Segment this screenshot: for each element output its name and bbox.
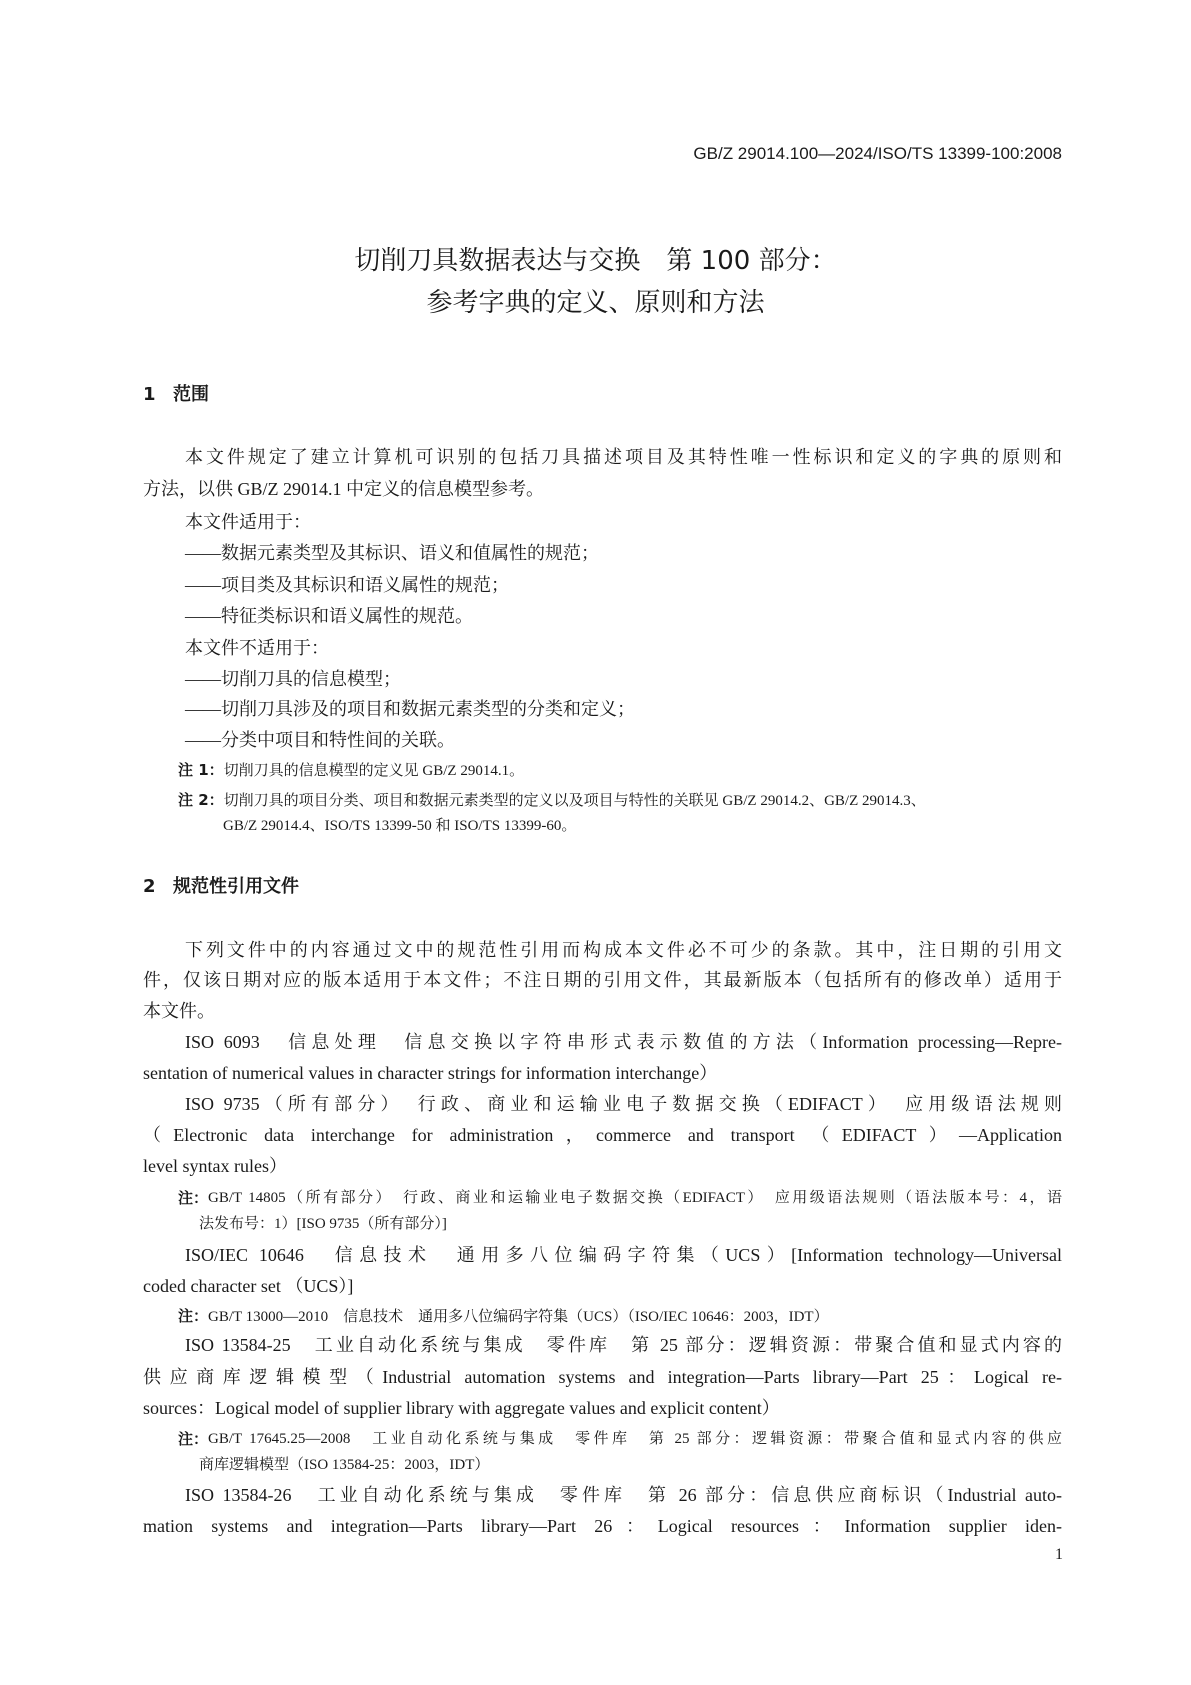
- note-1: [178, 759, 524, 782]
- list-item: ——特征类标识和语义属性的规范。: [185, 606, 473, 626]
- list-item: ——分类中项目和特性间的关联。: [185, 730, 455, 750]
- section-title: 规范性引用文件: [173, 876, 299, 897]
- reference-iso-13584-25: ISO 13584-25 工业自动化系统与集成 零件库 第 25 部分：逻辑资源：带聚合值和显式内容的: [185, 1335, 1062, 1355]
- page-number: 1: [1055, 1546, 1063, 1563]
- paragraph-line: 本文件。: [143, 1001, 215, 1021]
- document-title-line-1: 切削刀具数据表达与交换 第 100 部分：: [354, 246, 837, 276]
- section-number: 1: [143, 384, 156, 405]
- note-text: 商库逻辑模型（ISO 13584-25：2003，IDT）: [199, 1457, 490, 1473]
- note-label: 注 2：: [178, 791, 224, 809]
- note-text: GB/T 13000—2010 信息技术 通用多八位编码字符集（UCS）（ISO/IEC 10646：2003，IDT）: [208, 1309, 829, 1325]
- paragraph-line: 下列文件中的内容通过文中的规范性引用而构成本文件必不可少的条款。其中，注日期的引用文: [185, 940, 1062, 960]
- note-text: 切削刀具的信息模型的定义见 GB/Z 29014.1。: [223, 763, 525, 779]
- note-text: GB/T 17645.25—2008 工业自动化系统与集成 零件库 第 25 部分：逻辑资源：带聚合值和显式内容的供应: [208, 1431, 1062, 1447]
- reference-note: [178, 1187, 1062, 1209]
- paragraph-line: 本文件不适用于：: [185, 638, 329, 658]
- note-label: 注：: [178, 1430, 209, 1448]
- note-text: GB/T 14805（所有部分） 行政、商业和运输业电子数据交换（EDIFACT） 应用级语法规则（语法版本号：4，语: [208, 1190, 1062, 1206]
- paragraph-line: 本文件适用于：: [185, 512, 311, 532]
- list-item: ——切削刀具的信息模型；: [185, 669, 401, 689]
- note-text: 切削刀具的项目分类、项目和数据元素类型的定义以及项目与特性的关联见 GB/Z 29014.2、GB/Z 29014.3、: [223, 793, 926, 809]
- section-number: 2: [143, 876, 156, 897]
- note-text: 法发布号：1）[ISO 9735（所有部分）]: [199, 1216, 447, 1232]
- reference-iso-iec-10646: ISO/IEC 10646 信息技术 通用多八位编码字符集（UCS）[Information technology—Universal: [185, 1245, 1062, 1265]
- reference-iso-9735: ISO 9735（所有部分） 行政、商业和运输业电子数据交换（EDIFACT） 应用级语法规则: [185, 1094, 1062, 1114]
- paragraph-line: 方法，以供 GB/Z 29014.1 中定义的信息模型参考。: [143, 479, 544, 499]
- section-heading-scope: [143, 384, 209, 406]
- note-text: GB/Z 29014.4、ISO/TS 13399-50 和 ISO/TS 13399-60。: [223, 818, 577, 834]
- note-2: [178, 789, 926, 812]
- reference-line: sentation of numerical values in character strings for information interchange）: [143, 1063, 718, 1083]
- document-code-header: GB/Z 29014.100—2024/ISO/TS 13399-100:2008: [693, 144, 1062, 163]
- note-label: 注：: [178, 1307, 209, 1325]
- note-label: 注：: [178, 1189, 209, 1207]
- reference-note: [178, 1428, 1062, 1450]
- reference-iso-6093: ISO 6093 信息处理 信息交换以字符串形式表示数值的方法（Information processing—Repre-: [185, 1032, 1062, 1052]
- reference-line: mation systems and integration—Parts library—Part 26：Logical resources：Information supplier iden-: [143, 1516, 1062, 1536]
- reference-note: [178, 1305, 829, 1328]
- reference-line: level syntax rules）: [143, 1156, 287, 1176]
- list-item: ——切削刀具涉及的项目和数据元素类型的分类和定义；: [185, 699, 635, 719]
- reference-line: 供应商库逻辑模型（Industrial automation systems and integration—Parts library—Part 25：Logical re-: [143, 1367, 1062, 1387]
- paragraph-line: 件，仅该日期对应的版本适用于本文件；不注日期的引用文件，其最新版本（包括所有的修改单）适用于: [143, 970, 1062, 990]
- document-title-line-2: 参考字典的定义、原则和方法: [426, 288, 765, 318]
- list-item: ——项目类及其标识和语义属性的规范；: [185, 575, 509, 595]
- reference-iso-13584-26: ISO 13584-26 工业自动化系统与集成 零件库 第 26 部分：信息供应商标识（Industrial auto-: [185, 1485, 1062, 1505]
- section-title: 范围: [173, 384, 209, 405]
- reference-line: （Electronic data interchange for administration，commerce and transport （EDIFACT）—Application: [143, 1125, 1062, 1145]
- list-item: ——数据元素类型及其标识、语义和值属性的规范；: [185, 543, 599, 563]
- paragraph-line: 本文件规定了建立计算机可识别的包括刀具描述项目及其特性唯一性标识和定义的字典的原则和: [185, 447, 1062, 467]
- note-label: 注 1：: [178, 761, 224, 779]
- reference-line: coded character set （UCS）]: [143, 1276, 354, 1296]
- reference-line: sources：Logical model of supplier library with aggregate values and explicit content）: [143, 1398, 780, 1418]
- section-heading-normative-references: [143, 876, 299, 898]
